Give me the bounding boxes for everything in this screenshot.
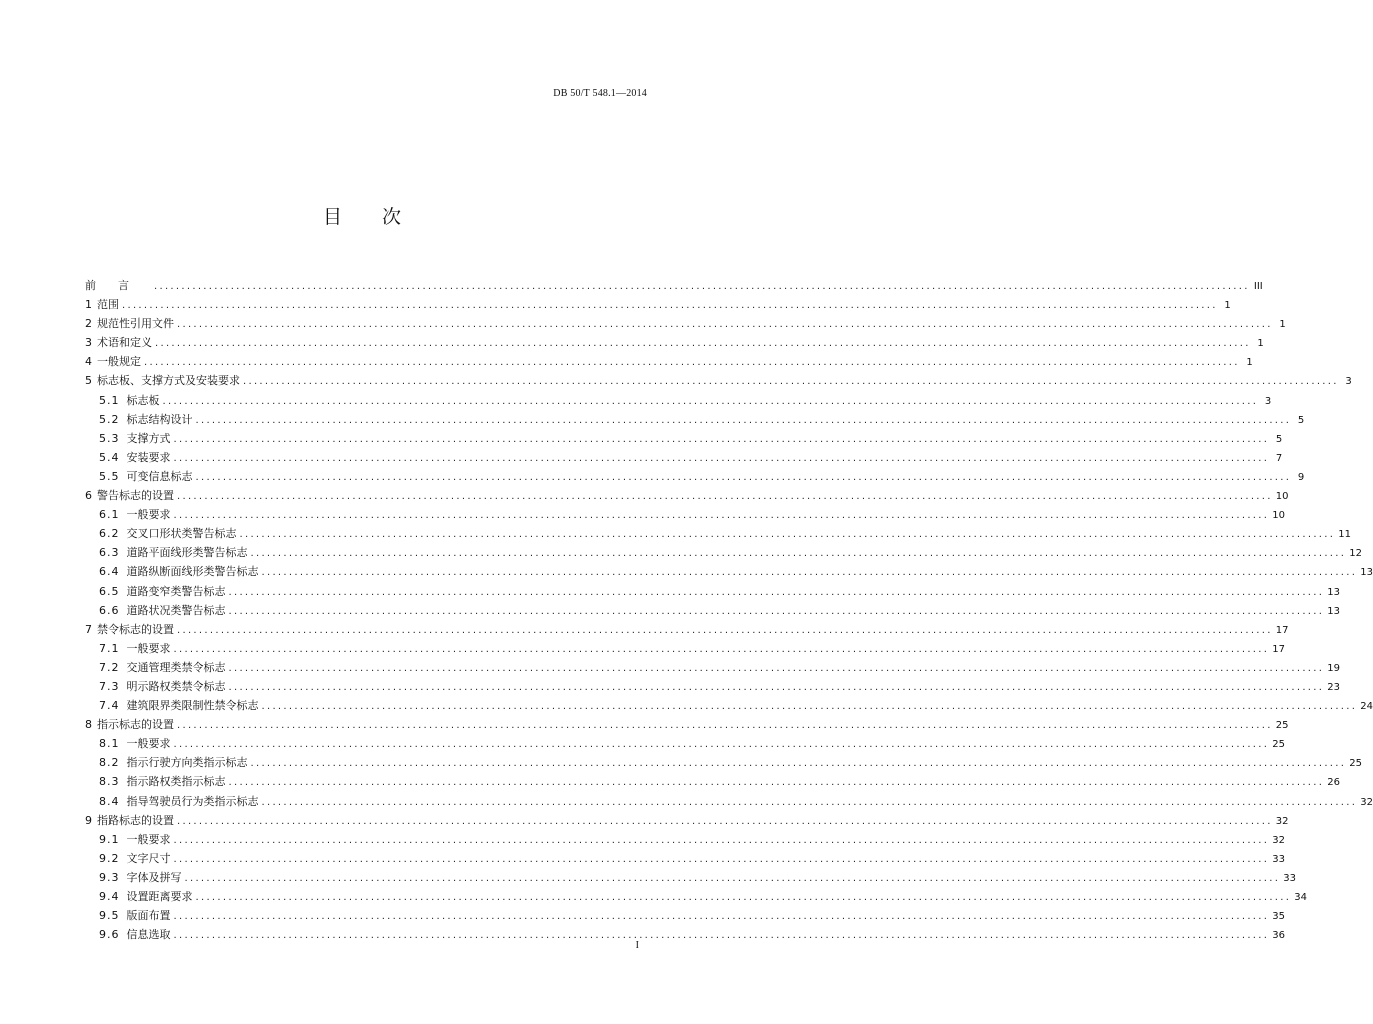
dot-leader: ........................................................................................................................................................................................................ xyxy=(173,853,1270,865)
toc-entry-page: 24 xyxy=(1360,701,1373,713)
toc-entry-title: 安装要求 xyxy=(126,450,171,464)
toc-entry-label xyxy=(99,525,237,541)
toc-entry-label xyxy=(99,411,193,427)
toc-entry-title: 道路变窄类警告标志 xyxy=(126,584,226,598)
toc-entry-title: 指示标志的设置 xyxy=(97,718,174,732)
toc-entry-title: 一般要求 xyxy=(126,508,171,522)
toc-entry-number: 6.2 xyxy=(99,527,120,541)
toc-entry-page: 5 xyxy=(1275,433,1283,445)
dot-leader: ........................................................................................................................................................................................................ xyxy=(250,548,1347,560)
toc-entry-label xyxy=(99,888,193,904)
toc-entry[interactable] xyxy=(85,602,1340,621)
toc-entry-label xyxy=(85,812,174,828)
toc-entry[interactable] xyxy=(85,372,1352,391)
toc-entry-label xyxy=(99,850,171,866)
dot-leader: ........................................................................................................................................................................................................ xyxy=(195,414,1292,426)
toc-entry-label xyxy=(99,697,259,713)
dot-leader: ........................................................................................................................................................................................................ xyxy=(184,872,1281,884)
toc-entry-label xyxy=(99,869,182,885)
toc-entry-label xyxy=(99,926,171,942)
toc-entry[interactable] xyxy=(85,430,1283,449)
toc-entry-number: 4 xyxy=(85,355,92,369)
dot-leader: ........................................................................................................................................................................................................ xyxy=(177,815,1273,827)
document-code: DB 50/T 548.1—2014 xyxy=(553,88,647,99)
toc-entry-title: 标志板 xyxy=(126,393,160,407)
toc-entry[interactable] xyxy=(85,525,1351,544)
dot-leader: ........................................................................................................................................................................................................ xyxy=(261,567,1358,579)
dot-leader: ........................................................................................................................................................................................................ xyxy=(154,281,1250,292)
toc-entry-page: 17 xyxy=(1272,643,1285,655)
toc-entry-page: 36 xyxy=(1272,930,1285,942)
toc-entry-label xyxy=(85,315,174,331)
toc-entry-page: 17 xyxy=(1275,624,1289,636)
toc-entry-page: 35 xyxy=(1272,911,1285,923)
toc-entry-page: 32 xyxy=(1275,815,1289,827)
toc-entry-title: 标志板、支撑方式及安装要求 xyxy=(97,374,240,388)
toc-entry-number: 7.3 xyxy=(99,679,120,693)
dot-leader: ........................................................................................................................................................................................................ xyxy=(177,624,1273,636)
toc-entry[interactable] xyxy=(85,315,1286,334)
toc-entry-number: 9 xyxy=(85,813,92,827)
dot-leader: ........................................................................................................................................................................................................ xyxy=(144,357,1240,369)
dot-leader: ........................................................................................................................................................................................................ xyxy=(228,777,1325,789)
toc-entry-title: 支撑方式 xyxy=(126,431,171,445)
toc-entry-label xyxy=(99,735,171,751)
toc-entry-label xyxy=(85,296,119,312)
toc-entry-label xyxy=(99,907,171,923)
toc-entry-title: 版面布置 xyxy=(126,909,171,923)
toc-entry-page: 5 xyxy=(1297,414,1305,426)
toc-entry-title: 规范性引用文件 xyxy=(97,317,174,331)
toc-entry[interactable] xyxy=(85,583,1340,602)
dot-leader: ........................................................................................................................................................................................................ xyxy=(162,395,1259,407)
toc-entry-number: 8.2 xyxy=(99,756,120,770)
toc-entry-number: 9.4 xyxy=(99,890,120,903)
toc-entry[interactable] xyxy=(85,449,1283,468)
toc-entry-label xyxy=(99,831,171,847)
toc-entry[interactable] xyxy=(85,296,1231,315)
toc-entry-title: 一般要求 xyxy=(126,641,171,655)
toc-entry-number: 9.6 xyxy=(99,928,120,942)
toc-entry-page: 7 xyxy=(1275,452,1283,464)
toc-entry-number: 6.3 xyxy=(99,546,120,560)
toc-entry-number: 9.3 xyxy=(99,870,120,884)
toc-entry[interactable] xyxy=(85,411,1305,430)
toc-entry[interactable] xyxy=(85,506,1285,525)
toc-entry-title: 指导驾驶员行为类指示标志 xyxy=(126,794,259,808)
dot-leader: ........................................................................................................................................................................................................ xyxy=(228,586,1325,598)
toc-entry[interactable] xyxy=(85,678,1340,697)
toc-entry-label xyxy=(99,640,171,656)
toc-entry-title: 术语和定义 xyxy=(97,336,152,350)
toc-entry-label xyxy=(99,392,160,408)
toc-entry-title: 前言 xyxy=(85,279,151,292)
toc-entry-number: 5.3 xyxy=(99,431,120,445)
toc-entry-number: 3 xyxy=(85,336,92,350)
toc-entry-title: 指路标志的设置 xyxy=(97,813,174,827)
toc-entry-title: 指示行驶方向类指示标志 xyxy=(126,756,248,770)
toc-entry-label xyxy=(99,449,171,465)
toc-entry-page: 11 xyxy=(1338,529,1351,541)
toc-entry[interactable] xyxy=(85,468,1305,487)
toc-entry[interactable] xyxy=(85,353,1253,372)
toc-entry-page: 25 xyxy=(1275,720,1289,732)
dot-leader: ........................................................................................................................................................................................................ xyxy=(177,720,1273,732)
toc-entry-label xyxy=(99,773,226,789)
toc-entry-number: 8 xyxy=(85,718,92,732)
dot-leader: ........................................................................................................................................................................................................ xyxy=(195,471,1292,483)
dot-leader: ........................................................................................................................................................................................................ xyxy=(243,376,1339,388)
toc-entry-label xyxy=(99,602,226,618)
toc-entry[interactable] xyxy=(85,659,1340,678)
toc-entry-label xyxy=(85,487,174,503)
toc-entry[interactable] xyxy=(85,793,1373,812)
toc-entry-page: 25 xyxy=(1272,739,1285,751)
page-title xyxy=(0,202,724,229)
toc-entry[interactable] xyxy=(85,621,1289,640)
toc-entry-page: 26 xyxy=(1327,777,1340,789)
toc-entry-label xyxy=(99,506,171,522)
toc-entry-page: 1 xyxy=(1279,319,1286,331)
toc-entry-page: 10 xyxy=(1275,491,1289,503)
toc-entry-number: 2 xyxy=(85,317,92,331)
toc-entry-title: 指示路权类指示标志 xyxy=(126,775,226,789)
toc-entry-page: 1 xyxy=(1257,338,1264,350)
toc-entry-page: 9 xyxy=(1297,471,1305,483)
toc-entry-title: 道路平面线形类警告标志 xyxy=(126,546,248,560)
toc-entry-title: 范围 xyxy=(97,298,119,312)
toc-entry[interactable] xyxy=(85,487,1289,506)
toc-entry[interactable] xyxy=(85,888,1307,907)
toc-entry-number: 6.5 xyxy=(99,584,120,598)
toc-entry-title: 交叉口形状类警告标志 xyxy=(126,527,237,541)
toc-entry[interactable] xyxy=(85,277,1263,296)
toc-entry-number: 6.6 xyxy=(99,603,120,617)
toc-entry-title: 文字尺寸 xyxy=(126,851,171,865)
toc-entry-label xyxy=(99,544,248,560)
dot-leader: ........................................................................................................................................................................................................ xyxy=(239,529,1336,541)
toc-entry[interactable] xyxy=(85,640,1285,659)
toc-entry-page: 25 xyxy=(1349,758,1362,770)
toc-entry-page: 12 xyxy=(1349,548,1362,560)
toc-entry-title: 标志结构设计 xyxy=(126,412,193,426)
toc-entry-number: 6.1 xyxy=(99,508,120,522)
dot-leader: ........................................................................................................................................................................................................ xyxy=(261,701,1358,713)
toc-entry-label xyxy=(99,793,259,809)
toc-entry-label xyxy=(99,659,226,675)
toc-entry-label xyxy=(99,468,193,484)
dot-leader: ........................................................................................................................................................................................................ xyxy=(228,605,1325,617)
toc-entry-number: 6.4 xyxy=(99,565,120,579)
toc-entry-page: 23 xyxy=(1327,681,1340,693)
toc-entry[interactable] xyxy=(85,754,1362,773)
toc-entry-number: 5.4 xyxy=(99,450,120,464)
toc-entry-number: 1 xyxy=(85,298,92,312)
toc-entry[interactable] xyxy=(85,850,1285,869)
toc-entry-number: 5 xyxy=(85,374,92,388)
table-of-contents xyxy=(85,277,1373,945)
dot-leader: ........................................................................................................................................................................................................ xyxy=(195,892,1292,903)
toc-entry[interactable] xyxy=(85,544,1362,563)
toc-entry-page: 32 xyxy=(1360,796,1373,808)
toc-entry-number: 9.2 xyxy=(99,851,120,865)
toc-entry[interactable] xyxy=(85,907,1285,926)
toc-entry-page: 3 xyxy=(1345,376,1352,388)
title-char-2: 次 xyxy=(382,206,402,228)
toc-entry-page: 1 xyxy=(1224,300,1231,312)
toc-entry[interactable] xyxy=(85,716,1289,735)
toc-entry-page: III xyxy=(1253,281,1263,292)
toc-entry-label xyxy=(85,353,141,369)
toc-entry-label xyxy=(99,563,259,579)
toc-entry-label xyxy=(85,334,152,350)
toc-entry-number: 7.4 xyxy=(99,699,120,713)
dot-leader: ........................................................................................................................................................................................................ xyxy=(250,758,1347,770)
toc-entry-number: 6 xyxy=(85,489,92,503)
dot-leader: ........................................................................................................................................................................................................ xyxy=(173,834,1270,846)
toc-entry-number: 8.1 xyxy=(99,737,120,751)
toc-entry-page: 13 xyxy=(1360,567,1373,579)
toc-entry[interactable] xyxy=(85,392,1272,411)
toc-entry-title: 信息选取 xyxy=(126,928,171,942)
toc-entry-title: 警告标志的设置 xyxy=(97,489,174,503)
toc-entry[interactable] xyxy=(85,334,1264,353)
toc-entry-title: 设置距离要求 xyxy=(126,890,193,903)
toc-entry-title: 交通管理类禁令标志 xyxy=(126,660,226,674)
toc-entry-label xyxy=(85,621,174,637)
toc-entry[interactable] xyxy=(85,812,1289,831)
page-number: I xyxy=(635,940,639,951)
toc-entry-number: 5.5 xyxy=(99,469,120,483)
toc-entry-title: 一般要求 xyxy=(126,832,171,846)
toc-entry-title: 明示路权类禁令标志 xyxy=(126,679,226,693)
toc-entry-number: 8.3 xyxy=(99,775,120,789)
toc-entry-label xyxy=(99,430,171,446)
toc-entry[interactable] xyxy=(85,563,1373,582)
title-char-1: 目 xyxy=(322,206,342,228)
toc-entry-number: 9.5 xyxy=(99,909,120,923)
dot-leader: ........................................................................................................................................................................................................ xyxy=(155,338,1251,350)
toc-entry-page: 19 xyxy=(1327,662,1340,674)
dot-leader: ........................................................................................................................................................................................................ xyxy=(173,643,1270,655)
dot-leader: ........................................................................................................................................................................................................ xyxy=(173,930,1270,942)
toc-entry-label xyxy=(99,583,226,599)
toc-entry-label xyxy=(85,277,151,293)
toc-entry-page: 10 xyxy=(1272,510,1285,522)
toc-entry-page: 13 xyxy=(1327,586,1340,598)
dot-leader: ........................................................................................................................................................................................................ xyxy=(177,319,1273,331)
toc-entry[interactable] xyxy=(85,697,1373,716)
dot-leader: ........................................................................................................................................................................................................ xyxy=(173,739,1270,751)
toc-entry-label xyxy=(99,678,226,694)
toc-entry-number: 9.1 xyxy=(99,832,120,846)
dot-leader: ........................................................................................................................................................................................................ xyxy=(122,300,1218,312)
toc-entry[interactable] xyxy=(85,773,1340,792)
toc-entry[interactable] xyxy=(85,926,1285,945)
toc-entry-label xyxy=(85,372,240,388)
toc-entry-title: 一般要求 xyxy=(126,737,171,751)
dot-leader: ........................................................................................................................................................................................................ xyxy=(177,491,1273,503)
toc-entry-title: 一般规定 xyxy=(97,355,141,369)
toc-entry-page: 3 xyxy=(1264,395,1272,407)
toc-entry-number: 7.1 xyxy=(99,641,120,655)
toc-entry-title: 道路状况类警告标志 xyxy=(126,603,226,617)
toc-entry-title: 道路纵断面线形类警告标志 xyxy=(126,565,259,579)
toc-entry-title: 建筑限界类限制性禁令标志 xyxy=(126,699,259,713)
toc-entry-number: 5.1 xyxy=(99,393,120,407)
dot-leader: ........................................................................................................................................................................................................ xyxy=(173,433,1270,445)
dot-leader: ........................................................................................................................................................................................................ xyxy=(228,681,1325,693)
toc-entry-page: 13 xyxy=(1327,605,1340,617)
toc-entry-label xyxy=(85,716,174,732)
toc-entry-label xyxy=(99,754,248,770)
toc-entry-number: 5.2 xyxy=(99,412,120,426)
toc-entry[interactable] xyxy=(85,735,1285,754)
toc-entry[interactable] xyxy=(85,869,1296,888)
toc-entry-title: 禁令标志的设置 xyxy=(97,622,174,636)
toc-entry-number: 8.4 xyxy=(99,794,120,808)
toc-entry-page: 32 xyxy=(1272,834,1285,846)
toc-entry[interactable] xyxy=(85,831,1285,850)
dot-leader: ........................................................................................................................................................................................................ xyxy=(173,452,1270,464)
toc-entry-page: 34 xyxy=(1294,892,1307,903)
dot-leader: ........................................................................................................................................................................................................ xyxy=(173,911,1270,923)
toc-entry-page: 33 xyxy=(1283,872,1296,884)
toc-entry-number: 7.2 xyxy=(99,660,120,674)
toc-entry-page: 33 xyxy=(1272,853,1285,865)
toc-entry-title: 字体及拼写 xyxy=(126,870,182,884)
dot-leader: ........................................................................................................................................................................................................ xyxy=(173,510,1270,522)
toc-entry-page: 1 xyxy=(1246,357,1253,369)
toc-entry-number: 7 xyxy=(85,622,92,636)
toc-entry-title: 可变信息标志 xyxy=(126,469,193,483)
dot-leader: ........................................................................................................................................................................................................ xyxy=(228,662,1325,674)
dot-leader: ........................................................................................................................................................................................................ xyxy=(261,796,1358,808)
